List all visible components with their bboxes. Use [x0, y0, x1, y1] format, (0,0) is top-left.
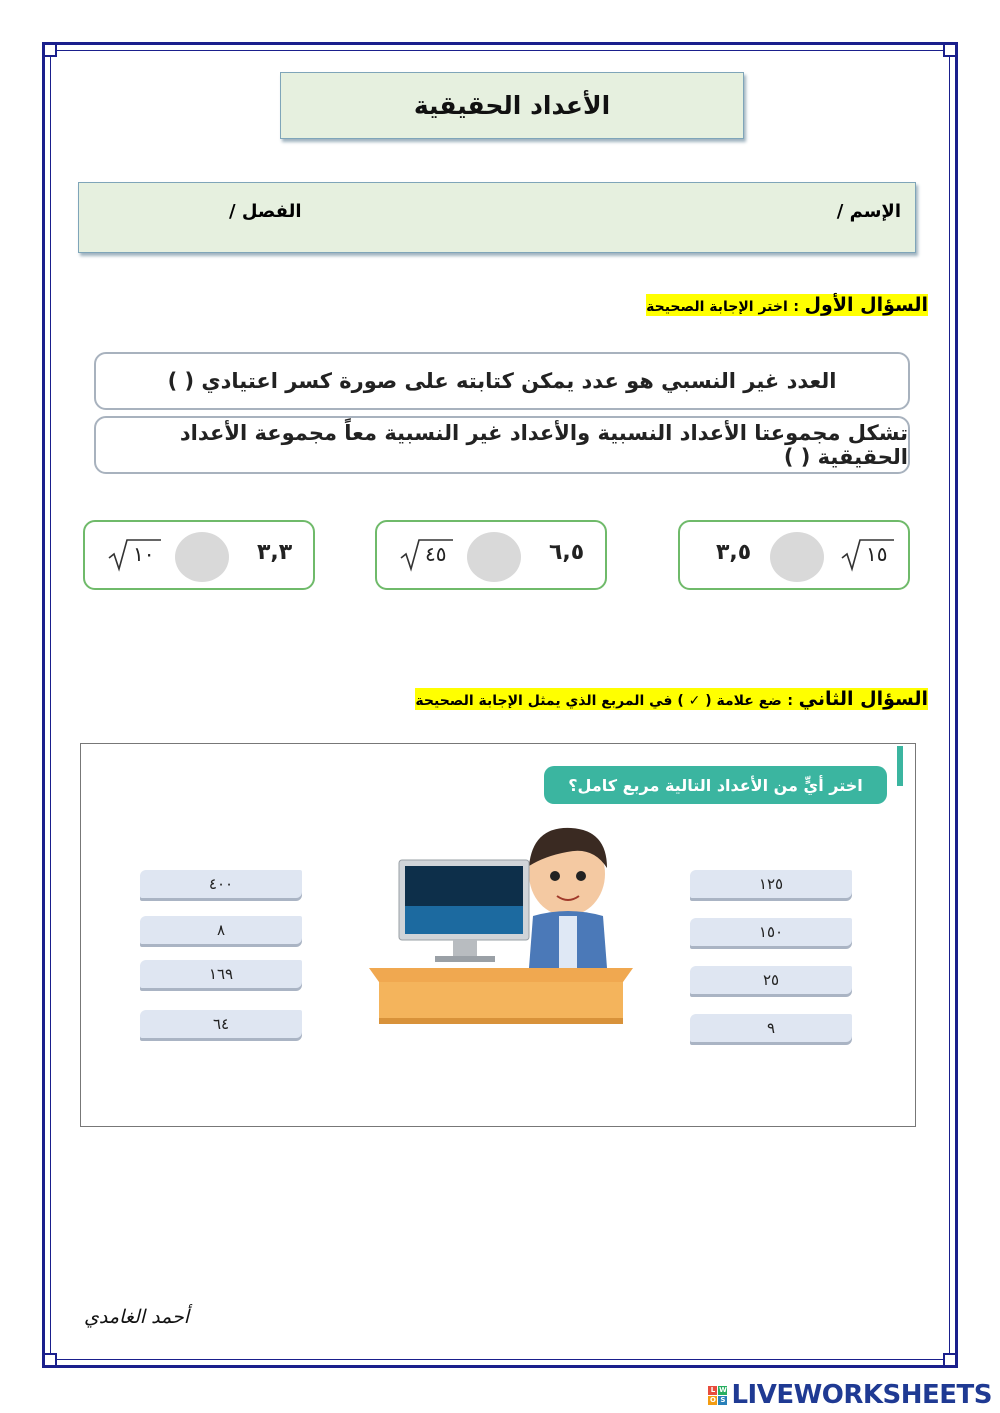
answer-tag-label: ٨	[216, 921, 226, 939]
answer-tag-label: ١٥٠	[758, 923, 784, 941]
square-root-expression	[399, 536, 455, 572]
question-1-title: السؤال الأول	[804, 294, 928, 316]
answer-tag-label: ٦٤	[212, 1015, 230, 1033]
liveworksheets-footer	[708, 1380, 992, 1410]
question-1-separator: :	[793, 299, 799, 315]
student-info-box	[78, 182, 916, 253]
answer-circle[interactable]	[770, 532, 824, 582]
page-title: الأعداد الحقيقية	[413, 91, 611, 120]
answer-tag-label: ٤٠٠	[208, 875, 234, 893]
answer-tag[interactable]	[690, 870, 852, 898]
logo-letter: O	[709, 1396, 716, 1404]
answer-tag[interactable]	[140, 916, 302, 944]
question-1-instruction: اختر الإجابة الصحيحة	[646, 299, 788, 315]
brand-name: LIVEWORKSHEETS	[731, 1380, 992, 1410]
answer-tag[interactable]	[140, 870, 302, 898]
answer-tag[interactable]	[140, 1010, 302, 1038]
answer-circle[interactable]	[467, 532, 521, 582]
answer-circle[interactable]	[175, 532, 229, 582]
choice-number: ٣,٥	[716, 540, 752, 565]
statement-2[interactable]	[94, 416, 910, 474]
root-value: ١٥	[866, 542, 888, 566]
answer-tag-label: ٩	[766, 1019, 776, 1037]
question-2-banner-text: اختر أيٍّ من الأعداد التالية مربع كامل؟	[568, 775, 863, 795]
statement-1[interactable]	[94, 352, 910, 410]
corner-ornament	[943, 1353, 957, 1367]
question-2-heading	[415, 688, 928, 710]
question-2-title: السؤال الثاني	[798, 688, 928, 710]
statement-1-text: العدد غير النسبي هو عدد يمكن كتابته على صورة كسر اعتيادي ( )	[167, 369, 837, 393]
question-1-heading	[646, 294, 928, 316]
square-root-expression	[840, 536, 896, 572]
answer-tag-label: ١٢٥	[758, 875, 784, 893]
answer-tag-label: ٢٥	[762, 971, 780, 989]
question-2-instruction: ضع علامة ( ✓ ) في المربع الذي يمثل الإجابة الصحيحة	[415, 693, 782, 709]
corner-ornament	[43, 1353, 57, 1367]
root-value: ٤٥	[425, 542, 447, 566]
choice-number: ٦,٥	[549, 540, 585, 565]
name-label: الإسم /	[836, 201, 901, 222]
class-label: الفصل /	[229, 201, 302, 222]
root-value: ١٠	[133, 542, 155, 566]
question-2-banner	[544, 766, 887, 804]
answer-tag[interactable]	[690, 966, 852, 994]
logo-letter: W	[719, 1386, 727, 1394]
answer-tag[interactable]	[690, 1014, 852, 1042]
title-box	[280, 72, 744, 139]
choice-number: ٣,٣	[257, 540, 293, 565]
choice-box-2	[375, 520, 607, 590]
liveworksheets-logo-icon	[708, 1386, 727, 1405]
corner-ornament	[943, 43, 957, 57]
answer-tag[interactable]	[140, 960, 302, 988]
answer-tag[interactable]	[690, 918, 852, 946]
logo-letter: L	[708, 1386, 717, 1395]
choice-box-3	[83, 520, 315, 590]
answer-tag-label: ١٦٩	[208, 965, 234, 983]
statement-2-text: تشكل مجموعتا الأعداد النسبية والأعداد غير النسبية معاً مجموعة الأعداد الحقيقية ( )	[179, 421, 908, 469]
corner-ornament	[43, 43, 57, 57]
square-root-expression	[107, 536, 163, 572]
question-2-separator: :	[787, 693, 794, 709]
logo-letter: S	[720, 1396, 726, 1404]
teacher-signature: أحمد الغامدي	[84, 1306, 190, 1328]
choice-box-1	[678, 520, 910, 590]
